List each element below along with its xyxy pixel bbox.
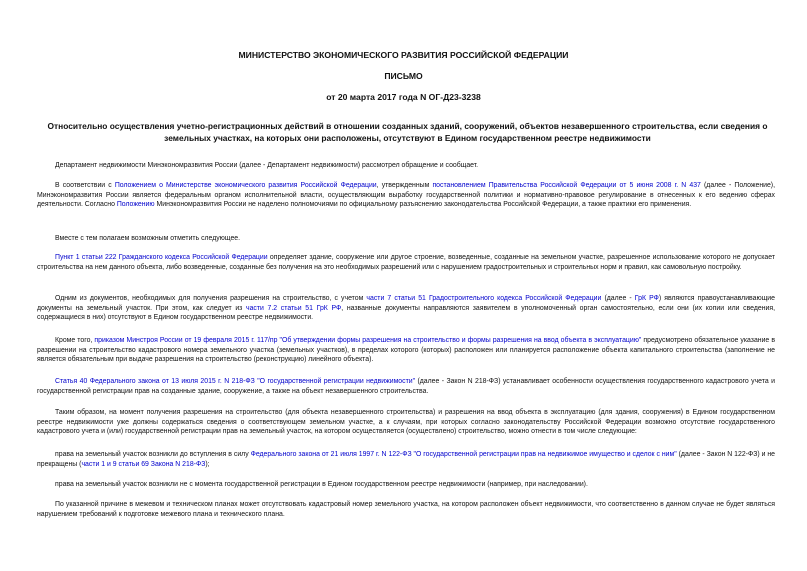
paragraph-9 <box>37 450 775 469</box>
p9-text-3: ); <box>205 460 210 468</box>
paragraph-11: По указанной причине в межевом и техническом планах может отсутствовать кадастровый номер земельного участка, на котором расположен объект недвижимости, что соответственно в данном случае не будет являться нарушением требований к подготовке межевого плана и технического плана. <box>37 501 775 518</box>
link-urban-code-51-7-2[interactable]: части 7.2 статьи 51 ГрК РФ <box>246 304 342 312</box>
link-law-218-article-40[interactable]: Статья 40 Федерального закона от 13 июля 2015 г. N 218-ФЗ "О государственной регистрации недвижимости" <box>55 378 416 385</box>
link-regulation-ministry[interactable]: Положением о Министерстве экономического развития Российской Федерации <box>114 182 377 189</box>
p2-text-1: В соответствии с <box>55 182 115 189</box>
p4-text-1: определяет здание, сооружение или другое строение, возведенные, созданные на земельном участке, разрешенное использование которого не допускает строительства на нем данного объекта, либо возведенные, созданные без получения на это необходимых разрешений или с нарушением градостроительных и строительных норм и правил, как самовольную постройку. <box>37 254 775 271</box>
paragraph-1: Департамент недвижимости Минэкономразвития России (далее - Департамент недвижимости) рассмотрел обращение и сообщает. <box>55 162 479 169</box>
p9-text-2: (далее - Закон N 122-ФЗ) и не прекращены ( <box>37 451 775 468</box>
link-urban-code-51-7[interactable]: части 7 статьи 51 Градостроительного кодекса Российской Федерации <box>366 295 602 302</box>
p9-text-1: права на земельный участок возникли до вступления в силу <box>55 451 251 458</box>
link-law-218-article-69[interactable]: части 1 и 9 статьи 69 Закона N 218-ФЗ <box>81 460 206 468</box>
document-date-number: от 20 марта 2017 года N ОГ-Д23-3238 <box>326 92 481 102</box>
p2-text-2: , утвержденным <box>376 182 433 189</box>
paragraph-7 <box>37 377 775 396</box>
paragraph-3: Вместе с тем полагаем возможным отметить следующее. <box>55 235 241 242</box>
link-regulation[interactable]: Положению <box>116 201 155 209</box>
p5-text-2: (далее - <box>601 295 635 302</box>
paragraph-2 <box>37 181 775 210</box>
link-civil-code-222[interactable]: Пункт 1 статьи 222 Гражданского кодекса Российской Федерации <box>55 254 268 261</box>
p7-text-1: (далее - Закон N 218-ФЗ) устанавливает особенности осуществления государственного кадастрового учета и государственной регистрации прав на созданные здание, сооружение, а также на объект незавершенного строительства. <box>37 378 775 395</box>
paragraph-6 <box>37 336 775 365</box>
paragraph-10: права на земельный участок возникли не с момента государственной регистрации в Едином государственном реестре недвижимости (например, при наследовании). <box>55 481 588 488</box>
ministry-heading: МИНИСТЕРСТВО ЭКОНОМИЧЕСКОГО РАЗВИТИЯ РОССИЙСКОЙ ФЕДЕРАЦИИ <box>238 50 569 60</box>
link-law-122[interactable]: Федерального закона от 21 июля 1997 г. N 122-ФЗ "О государственной регистрации прав на недвижимое имущество и сделок с ним" <box>250 451 677 458</box>
link-government-decree-437[interactable]: постановлением Правительства Российской Федерации от 5 июня 2008 г. N 437 <box>432 182 701 189</box>
p5-text-3: ) являются правоустанавливающие документы на земельный участок. При этом, как следует из <box>37 295 775 312</box>
link-urban-code[interactable]: ГрК РФ <box>634 295 659 302</box>
p2-text-3: (далее - Положение), Минэкономразвития России является федеральным органом исполнительной власти, осуществляющим выработку государственной политики и нормативно-правовое регулирование в отнесенных к его ведению сферах деятельности. Согласно <box>37 182 776 209</box>
p5-text-1: Одним из документов, необходимых для получения разрешения на строительство, с учетом <box>55 295 367 302</box>
p6-text-1: Кроме того, <box>55 337 95 344</box>
p2-text-4: Минэкономразвития России не наделено полномочиями по официальному разъяснению законодательства Российской Федерации, а также практики его применения. <box>154 201 692 209</box>
paragraph-4 <box>37 253 775 272</box>
link-minstroy-order-117[interactable]: приказом Минстроя России от 19 февраля 2015 г. 117/пр "Об утверждении формы разрешения на строительство и формы разрешения на ввод объекта в эксплуатацию" <box>94 337 642 344</box>
document-title: Относительно осуществления учетно-регистрационных действий в отношении созданных зданий, сооружений, объектов незавершенного строительства, если сведения о земельных участках, на которых они расположены, отсутствуют в Едином государственном реестре недвижимости <box>47 121 768 143</box>
paragraph-8: Таким образом, на момент получения разрешения на строительство (для объекта незавершенного строительства) и разрешения на ввод объекта в эксплуатацию (для здания, сооружения) в Едином государственном реестре недвижимости уже должны содержаться сведения о соответствующем земельном участке, а к случаям, при которых согласно законодательству Российской Федерации возможно отсутствие государственного кадастрового учета и (или) государственной регистрации прав на земельный участок, на котором осуществляется (осуществлено) строительство, можно отнести в том числе следующие: <box>37 409 775 436</box>
paragraph-5 <box>37 294 775 323</box>
p6-text-2: предусмотрено обязательное указание в разрешении на строительство кадастрового номера земельного участка (земельных участков), в пределах которого (которых) расположен или планируется расположение объекта капитального строительства (заполнение не является обязательным при выдаче разрешения на строительство (реконструкцию) линейного объекта). <box>37 337 775 364</box>
p5-text-4: , названные документы направляются заявителем в уполномоченный орган самостоятельно, если они (их копии или сведения, содержащиеся в них) отсутствуют в Едином государственном реестре недвижимости. <box>37 304 775 322</box>
document-type: ПИСЬМО <box>384 71 423 81</box>
